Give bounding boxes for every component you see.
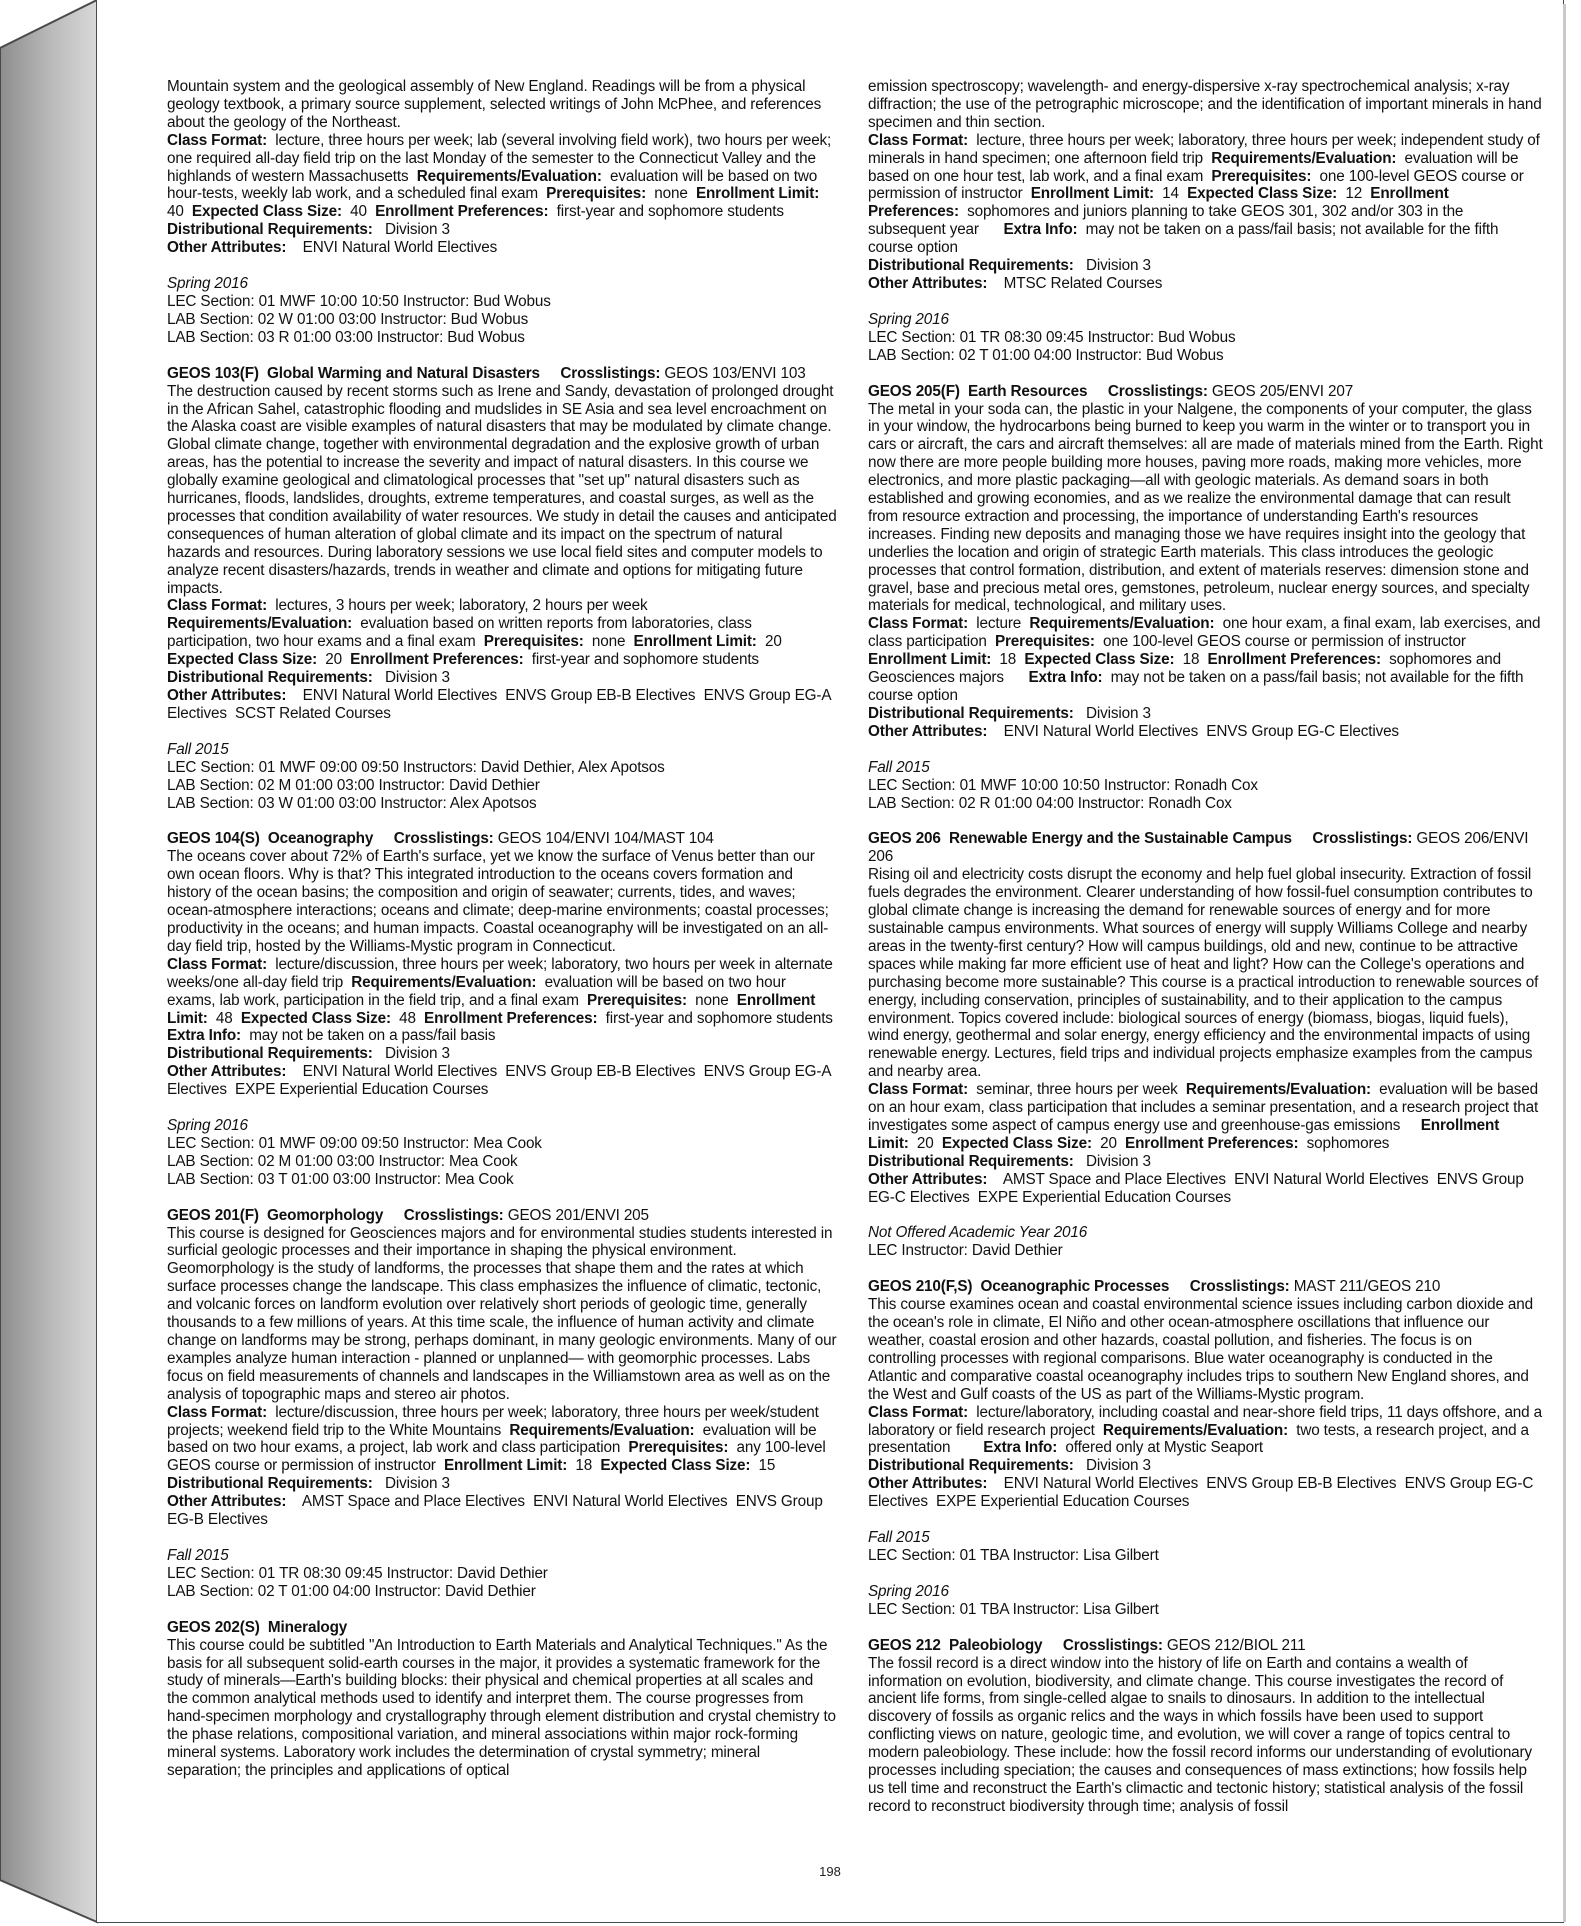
field-label: Class Format: (868, 1081, 969, 1099)
field-label: Expected Class Size: (600, 1457, 751, 1475)
field-label: Enrollment Limit: (443, 1457, 568, 1475)
field-label: Enrollment Limit: (868, 1116, 1504, 1152)
field-label: Enrollment Limit: (695, 185, 820, 203)
field-label: GEOS 104(S) Oceanography Crosslistings: (167, 830, 494, 848)
text-line (167, 1207, 837, 1225)
field-value: seminar, three hours per week (968, 1081, 1186, 1099)
field-value: first-year and sophomore students (597, 1009, 862, 1027)
field-value: GEOS 206/ENVI 206 (868, 830, 1533, 866)
paragraph-gap (167, 1601, 837, 1619)
text-line: Mountain system and the geological assembly of New England. Readings will be from a physical geology textbook, a primary source supplement, selected writings of John McPhee, and references about the geology of the Northeast. (167, 78, 822, 131)
term-heading: Spring 2016 (868, 1582, 949, 1600)
field-value: GEOS 212/BIOL 211 (1162, 1636, 1306, 1654)
field-label: Class Format: (167, 597, 268, 615)
field-label: Extra Info: (167, 1027, 241, 1045)
field-label: Prerequisites: (587, 991, 687, 1009)
field-label: Class Format: (167, 1403, 268, 1421)
field-value: may not be taken on a pass/fail basis; not available for the fifth course option (868, 221, 1503, 257)
field-label: Class Format: (167, 955, 268, 973)
field-label: Other Attributes: (167, 1493, 287, 1511)
field-label: Requirements/Evaluation: (1029, 615, 1215, 633)
field-value: GEOS 201/ENVI 205 (503, 1206, 649, 1224)
field-value: first-year and sophomore students (548, 203, 784, 221)
text-line (167, 1045, 837, 1063)
field-label: GEOS 210(F,S) Oceanographic Processes Crosslistings: (868, 1278, 1290, 1296)
field-label: Requirements/Evaluation: (1211, 149, 1397, 167)
field-label: Other Attributes: (868, 274, 988, 292)
text-line (167, 221, 837, 239)
paragraph-gap (868, 1206, 1543, 1224)
field-label: Prerequisites: (546, 185, 647, 203)
text-line (868, 1475, 1543, 1511)
term-heading: Spring 2016 (167, 1117, 248, 1135)
field-value: lecture, three hours per week; laboratory, three hours per week; independent study of minerals in hand specimen; one afternoon field trip (868, 131, 1544, 167)
field-label: Requirements/Evaluation: (1102, 1421, 1289, 1439)
field-label: Extra Info: (1003, 221, 1078, 239)
field-label: Enrollment Limit: (167, 991, 820, 1027)
text-line (167, 1404, 837, 1476)
field-label: Expected Class Size: (167, 651, 318, 669)
field-label: Class Format: (167, 131, 268, 149)
field-label: Other Attributes: (167, 239, 287, 257)
field-label: Prerequisites: (1211, 167, 1312, 185)
field-label: Other Attributes: (868, 722, 988, 740)
field-value: 18 (1174, 651, 1208, 669)
field-value: none (686, 991, 737, 1009)
field-value: 20 (317, 651, 351, 669)
text-line (167, 669, 837, 687)
field-value: one 100-level GEOS course or permission of instructor (1094, 633, 1474, 651)
field-label: Class Format: (868, 615, 969, 633)
text-line: LEC Section: 01 MWF 09:00 09:50 Instructors: David Dethier, Alex Apotsos (167, 758, 665, 776)
field-value: ENVI Natural World Electives ENVS Group EG-C Electives (987, 722, 1399, 740)
field-label: Expected Class Size: (191, 203, 342, 221)
term-heading: Fall 2015 (868, 1529, 930, 1547)
text-line: LAB Section: 03 R 01:00 03:00 Instructor: Bud Wobus (167, 328, 525, 346)
text-line (167, 239, 837, 257)
text-line: LEC Section: 01 MWF 10:00 10:50 Instructor: Ronadh Cox (868, 776, 1258, 794)
field-label: Class Format: (868, 131, 969, 149)
text-line (868, 1171, 1543, 1207)
field-value: lectures, 3 hours per week; laboratory, 2 hours per week (267, 597, 648, 615)
field-value: ENVI Natural World Electives ENVS Group EB-B Electives ENVS Group EG-A Electives SCST Related Courses (167, 687, 835, 722)
field-value: MTSC Related Courses (987, 274, 1163, 292)
field-label: Enrollment Limit: (633, 633, 757, 651)
text-line: The metal in your soda can, the plastic in your Nalgene, the components of your computer, the glass in your window, the hydrocarbons being burned to keep you warm in the winter or to transport you in cars or aircraft, the cars and aircraft themselves: all are made of materials mined from the Earth. Right now there are more people building more houses, paving more roads, making more vehicles, more electronics, and more plastic packaging—all with geologic materials. As demand soars in both established and growing economies, and as we realize the environmental damage that can result from resource extraction and processing, the importance of understanding Earth's resources increases. Finding new deposits and managing those we have requires insight into the geology that underlies the location and origin of strategic Earth materials. This class introduces the geologic processes that control formation, distribution, and extent of materials reserves: dimension stone and gravel, base and precious metal ores, gemstones, petroleum, nuclear energy sources, and specialty materials for medical, technological, and military uses. (868, 400, 1543, 615)
field-label: GEOS 202(S) Mineralogy (167, 1618, 348, 1636)
text-line: The oceans cover about 72% of Earth's surface, yet we know the surface of Venus better than our own ocean floors. Why is that? This integrated introduction to the oceans covers formation and history of the ocean basins; the composition and origin of seawater; currents, tides, and waves; ocean-atmosphere interactions; oceans and climate; deep-marine environments; coastal processes; productivity in the oceans; and human impacts. Coastal oceanography will be investigated on an all-day field trip, hosted by the Williams-Mystic program in Connecticut. (167, 848, 829, 955)
text-line: LEC Section: 01 MWF 10:00 10:50 Instructor: Bud Wobus (167, 292, 551, 310)
text-line (167, 687, 837, 723)
field-label: Distributional Requirements: (167, 1045, 373, 1063)
field-label: Other Attributes: (167, 687, 287, 704)
field-label: Prerequisites: (994, 633, 1095, 651)
text-line: LAB Section: 03 T 01:00 03:00 Instructor: Mea Cook (167, 1170, 514, 1188)
field-value: 20 (756, 633, 790, 651)
text-line (868, 1153, 1543, 1171)
paragraph-gap (868, 812, 1543, 830)
text-line (868, 1278, 1543, 1296)
field-value: lecture/discussion, three hours per week; laboratory, three hours per week/student projects; weekend field trip to the White Mountains (167, 1403, 823, 1439)
field-value: lecture, three hours per week; lab (several involving field work), two hours per week; one required all-day field trip on the last Monday of the semester to the Connecticut Valley and the highlands of western Massachusetts (167, 131, 836, 185)
field-value: GEOS 104/ENVI 104/MAST 104 (493, 830, 714, 848)
text-line (167, 132, 837, 222)
field-label: Distributional Requirements: (868, 704, 1074, 722)
field-label: Expected Class Size: (240, 1009, 391, 1027)
field-label: GEOS 201(F) Geomorphology Crosslistings: (167, 1206, 504, 1224)
text-line: The destruction caused by recent storms such as Irene and Sandy, devastation of prolonged drought in the African Sahel, catastrophic flooding and mudslides in SE Asia and sea level encroachment on the Alaska coast are visible examples of natural disasters that may be modulated by climate change. Global climate change, together with environmental degradation and the explosive growth of urban areas, has the potential to increase the severity and impact of natural disasters. In this course we globally examine geological and climatological processes that "set up" natural disasters such as hurricanes, floods, landslides, droughts, extreme temperatures, and coastal surges, as well as the processes that condition availability of water resources. We study in detail the causes and anticipated consequences of human alteration of global climate and its impact on the spectrum of natural hazards and resources. During laboratory sessions we use local field sites and computer models to analyze recent disasters/hazards, trends in weather and climate and options for mitigating future impacts. (167, 382, 837, 597)
field-label: Distributional Requirements: (868, 1457, 1074, 1475)
field-value: Division 3 (1073, 1457, 1151, 1475)
text-line: LAB Section: 02 M 01:00 03:00 Instructor: David Dethier (167, 776, 540, 794)
field-value: sophomores (1298, 1134, 1390, 1152)
paragraph-gap (167, 812, 837, 830)
text-line: LAB Section: 02 T 01:00 04:00 Instructor: David Dethier (167, 1582, 536, 1600)
term-heading: Fall 2015 (167, 740, 229, 758)
text-line (868, 1081, 1543, 1153)
text-line (167, 597, 837, 615)
field-label: Extra Info: (1028, 669, 1103, 687)
paragraph-gap (167, 1529, 837, 1547)
field-value: evaluation will be based on an hour exam, class participation that includes a seminar presentation, and a research project that investigates some aspect of campus energy use and greenhouse-gas emissions (868, 1081, 1543, 1134)
field-label: Requirements/Evaluation: (1185, 1081, 1371, 1099)
text-line (868, 723, 1543, 741)
field-value: ENVI Natural World Electives ENVS Group EB-B Electives ENVS Group EG-A Electives EXPE Experiential Education Courses (167, 1063, 835, 1099)
text-line: emission spectroscopy; wavelength- and energy-dispersive x-ray spectrochemical analysis; x-ray diffraction; the use of the petrographic microscope; and the identification of important minerals in hand specimen and thin section. (868, 78, 1542, 131)
field-label: Requirements/Evaluation: (416, 167, 602, 185)
field-value: evaluation based on written reports from laboratories, class participation, two hour exams and a final exam (167, 615, 756, 651)
text-line (167, 1475, 837, 1493)
field-value: Division 3 (372, 1475, 450, 1493)
text-line: LEC Section: 01 TBA Instructor: Lisa Gilbert (868, 1546, 1159, 1564)
field-value: GEOS 103/ENVI 103 (660, 364, 806, 382)
field-label: Distributional Requirements: (868, 1152, 1074, 1170)
text-line (868, 1403, 1547, 1458)
field-label: Other Attributes: (167, 1063, 287, 1081)
field-label: Distributional Requirements: (167, 221, 373, 239)
text-line: LAB Section: 03 W 01:00 03:00 Instructor: Alex Apotsos (167, 794, 537, 812)
paragraph-gap (868, 1260, 1543, 1278)
field-label: Other Attributes: (868, 1170, 988, 1188)
field-value: evaluation will be based on one hour test, lab work, and a final exam (868, 149, 1523, 185)
field-label: GEOS 103(F) Global Warming and Natural Disasters Crosslistings: (167, 364, 661, 382)
field-value: offered only at Mystic Seaport (1057, 1439, 1263, 1457)
field-label: Requirements/Evaluation: (509, 1421, 695, 1439)
text-line: LAB Section: 02 T 01:00 04:00 Instructor: Bud Wobus (868, 346, 1224, 364)
paragraph-gap (167, 257, 837, 275)
text-line: LAB Section: 02 M 01:00 03:00 Instructor: Mea Cook (167, 1152, 518, 1170)
text-line: LEC Section: 01 TR 08:30 09:45 Instructor: David Dethier (167, 1564, 548, 1582)
field-value: any 100-level GEOS course or permission of instructor (167, 1439, 830, 1475)
field-value: none (583, 633, 634, 651)
text-line: This course is designed for Geosciences majors and for environmental studies students interested in surficial geologic processes and their importance in shaping the physical environment. Geomorphology is the study of landforms, the processes that shape them and the rates at which surface processes change the landscape. This class emphasizes the influence of climatic, tectonic, and volcanic forces on landform evolution over relatively short periods of geologic time, generally thousands to a few millions of years. At this time scale, the influence of human activity and climate change on landforms may be strong, perhaps dominant, in many geologic environments. Many of our examples analyze human interaction - planned or unplanned— with geomorphic processes. Labs focus on field measurements of channels and landscapes in the Williamstown area as well as on the analysis of topographic maps and stereo air photos. (167, 1224, 837, 1403)
text-line: LEC Section: 01 TBA Instructor: Lisa Gilbert (868, 1600, 1159, 1618)
catalog-page (97, 0, 1563, 1922)
text-line: LEC Instructor: David Dethier (868, 1242, 1063, 1260)
field-value: 15 (750, 1457, 776, 1475)
field-label: Distributional Requirements: (167, 1475, 373, 1493)
field-value: ENVI Natural World Electives (286, 239, 498, 257)
field-value: 20 (908, 1134, 942, 1152)
field-value: 40 (167, 185, 828, 221)
field-label: Enrollment Preferences: (868, 185, 1453, 221)
text-line (868, 383, 1543, 401)
field-value: 40 (341, 203, 376, 221)
text-line (868, 705, 1543, 723)
field-value: GEOS 205/ENVI 207 (1207, 382, 1354, 400)
text-line: LEC Section: 01 MWF 09:00 09:50 Instructor: Mea Cook (167, 1134, 542, 1152)
field-value: lecture/discussion, three hours per week; laboratory, two hours per week in alternate weeks/one all-day field trip (167, 955, 837, 991)
field-value: sophomores and juniors planning to take GEOS 301, 302 and/or 303 in the subsequent year (868, 203, 1468, 239)
text-line: LAB Section: 02 R 01:00 04:00 Instructor: Ronadh Cox (868, 794, 1232, 812)
field-label: Requirements/Evaluation: (351, 973, 537, 991)
page-number: 198 (819, 1864, 841, 1879)
field-label: Prerequisites: (628, 1439, 729, 1457)
field-label: Other Attributes: (868, 1475, 988, 1493)
field-label: Enrollment Limit: (1030, 185, 1154, 203)
field-value: Division 3 (1073, 257, 1151, 275)
field-label: Enrollment Preferences: (350, 651, 524, 669)
text-line: This course could be subtitled "An Introduction to Earth Materials and Analytical Techniques." As the basis for all subsequent solid-earth courses in the major, it provides a systematic framework for the study of minerals—Earth's building blocks: their physical and chemical properties at all scales and the common analytical methods used to identify and interpret them. The course progresses from hand-specimen morphology and crystallography through element distribution and crystal chemistry to the phase relations, compositional variation, and mineral associations within major rock-forming mineral systems. Laboratory work includes the determination of crystal symmetry; mineral separation; the principles and applications of optical (167, 1636, 836, 1779)
text-line (868, 1637, 1543, 1655)
text-line (167, 615, 837, 669)
left-column (167, 78, 862, 1780)
field-value: lecture (968, 615, 1030, 633)
term-heading: Spring 2016 (868, 310, 949, 328)
field-value: Division 3 (1073, 704, 1151, 722)
text-line (868, 1457, 1543, 1475)
field-value: MAST 211/GEOS 210 (1289, 1278, 1441, 1296)
field-value: one hour exam, a final exam, lab exercises, and class participation (868, 615, 1545, 651)
field-value: AMST Space and Place Electives ENVI Natural World Electives ENVS Group EG-B Electives (167, 1493, 827, 1529)
field-label: Enrollment Preferences: (375, 203, 549, 221)
field-label: GEOS 212 Paleobiology Crosslistings: (868, 1636, 1163, 1654)
field-label: Distributional Requirements: (167, 669, 373, 687)
text-line (167, 955, 862, 1046)
text-line (868, 275, 1543, 293)
field-label: Prerequisites: (483, 633, 584, 651)
paragraph-gap (868, 1565, 1543, 1583)
text-line: Rising oil and electricity costs disrupt the economy and help fuel global insecurity. Extraction of fossil fuels degrades the environment. Clearer understanding of how fossil-fuel consumption contributes to global climate change is increasing the demand for renewable sources of energy and for more sustainable campus environments. What sources of energy will supply Williams College and nearby areas in the twenty-first century? How will campus buildings, old and new, continue to be attractive spaces while making far more efficient use of heat and light? How can the College's operations and purchasing become more sustainable? This course is a practical introduction to renewable sources of energy, including conservation, principles of sustainability, and to their application to the campus environment. Topics covered include: biological sources of energy (biomass, biogas, liquid fuels), wind energy, geothermal and solar energy, energy efficiency and the environmental impacts of using renewable energy. Lectures, field trips and individual projects emphasize examples from the campus and nearby area. (868, 866, 1539, 1081)
field-value: AMST Space and Place Electives ENVI Natural World Electives ENVS Group EG-C Electives EXPE Experiential Education Courses (868, 1170, 1528, 1206)
field-label: Extra Info: (983, 1439, 1058, 1457)
field-value: 48 (390, 1009, 425, 1027)
field-label: Expected Class Size: (1187, 185, 1338, 203)
paragraph-gap (868, 365, 1543, 383)
text-line (167, 365, 837, 383)
field-label: GEOS 205(F) Earth Resources Crosslistings: (868, 382, 1208, 400)
field-value: evaluation will be based on two hour-tests, weekly lab work, and a scheduled final exam (167, 167, 822, 203)
field-value: two tests, a research project, and a presentation (868, 1421, 1534, 1457)
text-line: LAB Section: 02 W 01:00 03:00 Instructor: Bud Wobus (167, 310, 529, 328)
field-value: Division 3 (372, 1045, 450, 1063)
field-value: sophomores and Geosciences majors (868, 651, 1506, 687)
field-value: 18 (991, 651, 1025, 669)
field-label: GEOS 206 Renewable Energy and the Sustainable Campus Crosslistings: (868, 830, 1413, 848)
field-label: Expected Class Size: (941, 1134, 1092, 1152)
field-value: 12 (1337, 185, 1371, 203)
field-value: 48 (207, 1009, 241, 1027)
field-value: evaluation will be based on two hour exams, a project, lab work and class participation (167, 1421, 821, 1457)
text-line (868, 615, 1543, 705)
text-line: The fossil record is a direct window into the history of life on Earth and contains a wealth of information on evolution, biodiversity, and climate change. This course investigates the record of ancient life forms, from single-celled algae to snails to dinosaurs. In addition to the intellectual discovery of fossils as organic relics and the ways in which fossils have been used to support conflicting views on nature, geologic time, and evolution, we will cover a range of topics central to modern paleobiology. These include: how the fossil record informs our understanding of evolutionary processes including speciation; the causes and consequences of mass extinctions; how fossils help us tell time and reconstruct the Earth's climactic and tectonic history; statistical analysis of the fossil record to reconstruct biodiversity through time; analysis of fossil (868, 1654, 1532, 1815)
field-value: first-year and sophomore students (523, 651, 759, 669)
term-heading: Fall 2015 (868, 758, 930, 776)
field-value: ENVI Natural World Electives ENVS Group EB-B Electives ENVS Group EG-C Electives EXPE Experiential Education Courses (868, 1475, 1538, 1511)
field-value: 18 (567, 1457, 601, 1475)
text-line: LEC Section: 01 TR 08:30 09:45 Instructor: Bud Wobus (868, 328, 1236, 346)
paragraph-gap (868, 1511, 1543, 1529)
field-label: Class Format: (868, 1403, 969, 1421)
text-line (868, 830, 1543, 866)
field-value: may not be taken on a pass/fail basis; not available for the fifth course option (868, 669, 1528, 704)
field-value: may not be taken on a pass/fail basis (241, 1027, 496, 1045)
paragraph-gap (167, 347, 837, 365)
field-value: one 100-level GEOS course or permission of instructor (868, 167, 1528, 203)
paragraph-gap (167, 1189, 837, 1207)
paragraph-gap (167, 723, 837, 741)
field-label: Enrollment Limit: (868, 651, 992, 669)
text-line (167, 1493, 837, 1529)
right-column (868, 78, 1547, 1816)
term-heading: Not Offered Academic Year 2016 (868, 1224, 1088, 1242)
field-value: Division 3 (372, 221, 450, 239)
field-label: Enrollment Preferences: (1125, 1134, 1299, 1152)
field-label: Enrollment Preferences: (1207, 651, 1381, 669)
paragraph-gap (868, 293, 1543, 311)
field-value: 14 (1153, 185, 1188, 203)
field-value: none (646, 185, 696, 203)
field-label: Expected Class Size: (1024, 651, 1175, 669)
field-label: Requirements/Evaluation: (167, 615, 353, 633)
text-line (868, 132, 1543, 257)
text-line (167, 1063, 837, 1099)
text-line (167, 1619, 837, 1637)
field-value: 20 (1091, 1134, 1126, 1152)
field-value: evaluation will be based on two hour exams, lab work, participation in the field trip, and a final exam (167, 973, 790, 1009)
paragraph-gap (868, 1619, 1543, 1637)
term-heading: Fall 2015 (167, 1546, 229, 1564)
field-label: Enrollment Preferences: (424, 1009, 598, 1027)
field-value: lecture/laboratory, including coastal and near-shore field trips, 11 days offshore, and a laboratory or field research project (868, 1403, 1547, 1439)
term-heading: Spring 2016 (167, 275, 248, 293)
text-line (868, 257, 1543, 275)
paragraph-gap (868, 741, 1543, 759)
text-line: This course examines ocean and coastal environmental science issues including carbon dioxide and the ocean's role in climate, El Niño and other ocean-atmosphere oscillations that influence our weather, coastal erosion and other hazards, coastal pollution, and fisheries. The focus is on controlling processes with regional comparisons. Blue water oceanography is conducted in the Atlantic and comparative coastal oceanography includes trips to southern New England shores, and the West and Gulf coasts of the US as part of the Williams-Mystic program. (868, 1296, 1534, 1403)
field-label: Distributional Requirements: (868, 257, 1074, 275)
text-line (167, 830, 837, 848)
paragraph-gap (167, 1099, 837, 1117)
field-value: Division 3 (372, 669, 450, 687)
field-value: Division 3 (1073, 1152, 1151, 1170)
